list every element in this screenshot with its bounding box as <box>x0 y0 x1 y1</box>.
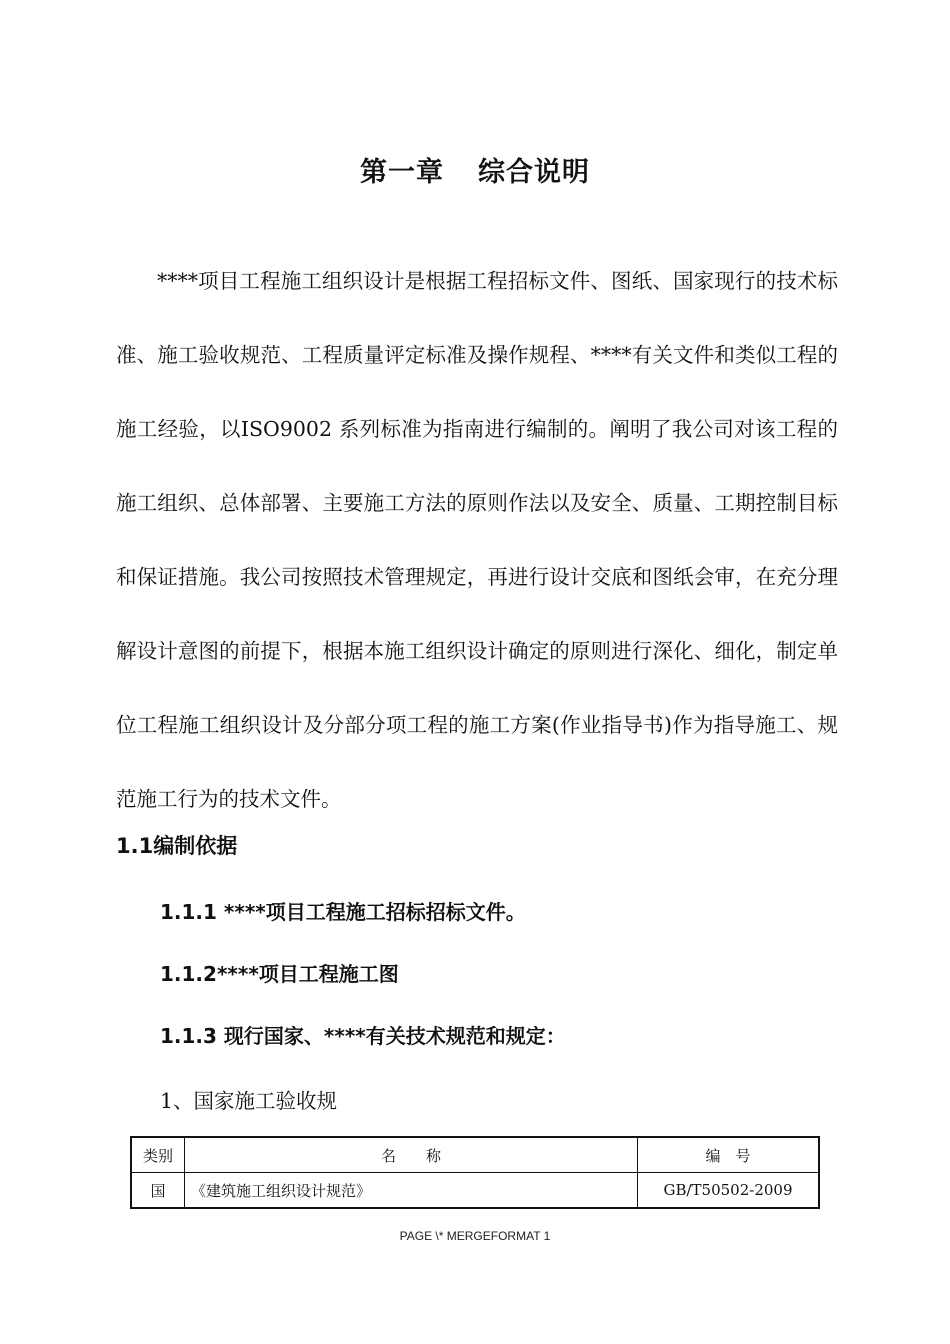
cell-category: 国 <box>131 1173 185 1209</box>
section-heading-1-1: 1.1编制依据 <box>116 834 238 858</box>
subsection-1-1-1: 1.1.1 ****项目工程施工招标招标文件。 <box>160 900 526 924</box>
chapter-heading-text: 综合说明 <box>478 157 590 188</box>
header-code: 编 号 <box>638 1137 820 1173</box>
page-footer: PAGE \* MERGEFORMAT 1 <box>399 1229 551 1243</box>
header-name: 名 称 <box>185 1137 638 1173</box>
table-row <box>131 1173 819 1209</box>
header-category: 类别 <box>131 1137 185 1173</box>
intro-paragraph: ****项目工程施工组织设计是根据工程招标文件、图纸、国家现行的技术标准、施工验收规范、工程质量评定标准及操作规程、****有关文件和类似工程的施工经验，以ISO9002 系列标准为指南进行编制的。阐明了我公司对该工程的施工组织、总体部署、主要施工方法的原则作法以及安全、质量、工期控制目标和保证措施。我公司按照技术管理规定，再进行设计交底和图纸会审，在充分理解设计意图的前提下，根据本施工组织设计确定的原则进行深化、细化，制定单位工程施工组织设计及分部分项工程的施工方案(作业指导书)作为指导施工、规范施工行为的技术文件。 <box>116 269 838 811</box>
subsection-1-1-2: 1.1.2****项目工程施工图 <box>160 962 399 986</box>
standards-table <box>130 1136 820 1209</box>
cell-code: GB/T50502-2009 <box>638 1173 820 1209</box>
chapter-number: 第一章 <box>360 157 444 188</box>
table-header-row <box>131 1137 819 1173</box>
list-heading: 1、国家施工验收规 <box>160 1089 338 1113</box>
cell-name: 《建筑施工组织设计规范》 <box>185 1173 638 1209</box>
subsection-1-1-3: 1.1.3 现行国家、****有关技术规范和规定： <box>160 1024 566 1048</box>
chapter-title <box>0 150 950 189</box>
